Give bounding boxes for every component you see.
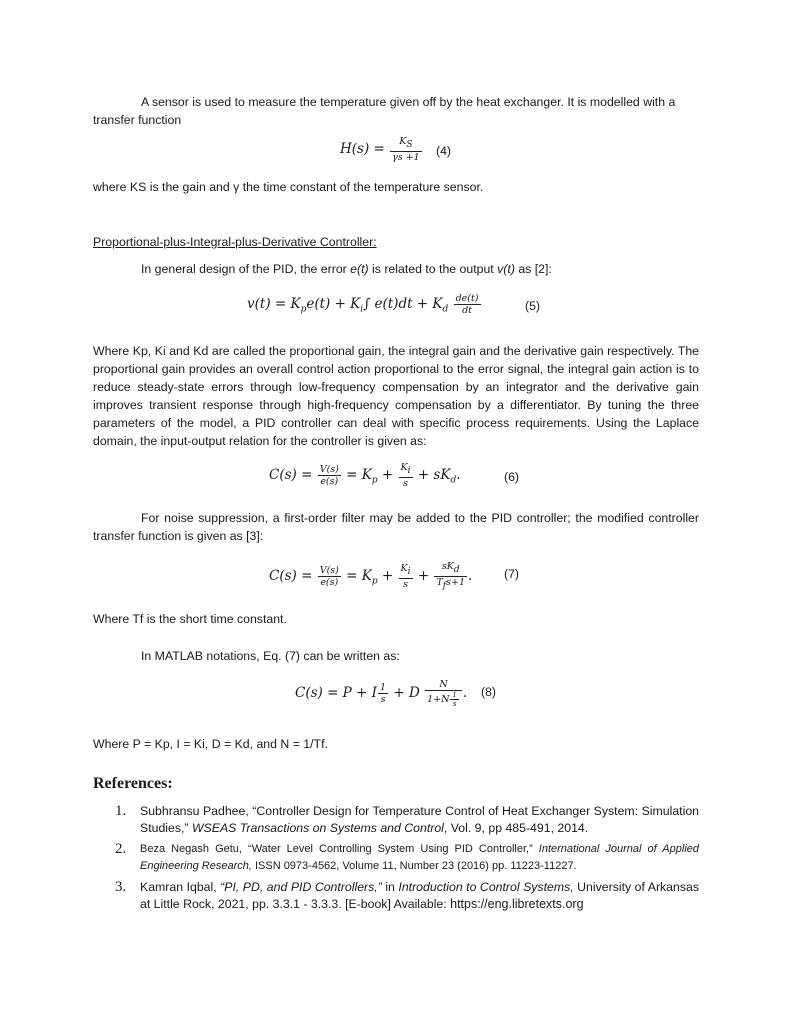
pid-intro-paragraph: In general design of the PID, the error e(t) is related to the output v(t) as [2]:: [141, 262, 552, 276]
section-title: Proportional-plus-Integral-plus-Derivative Controller:: [93, 235, 377, 249]
equation-7-number: (7): [504, 567, 520, 581]
references-list: [93, 803, 699, 917]
references-heading: References:: [93, 775, 173, 792]
equation-5-number: (5): [525, 299, 541, 313]
equation-5: $v(t) = K_pe(t) + K_i\int$ $e(t)dt + K_d$ $\frac{de(t)}{dt}$: [247, 293, 479, 316]
noise-suppression-paragraph: For noise suppression, a first-order filter may be added to the PID controller; the modified controller transfer function is given as [3]:: [93, 511, 699, 543]
equation-7: C(s) = $\frac{V(s)}{e(s)}$ = $K_p$ + $\frac{K_i}{s}$ + $\frac{sK_d}{T_fs+1}$ .: [269, 561, 473, 591]
equation-8-number: (8): [481, 685, 497, 699]
reference-item: 2. Beza Negash Getu, “Water Level Controlling System Using PID Controller,” International Journal of Applied Engineering Research, ISSN 0973-4562, Volume 11, Number 23 (2016) pp. 11223-11227.: [115, 841, 700, 872]
sensor-gain-paragraph: where KS is the gain and γ the time constant of the temperature sensor.: [93, 180, 484, 194]
gains-paragraph: Where Kp, Ki and Kd are called the proportional gain, the integral gain and the derivative gain respectively. The proportional gain provides an overall control action proportional to the error signal, the integral gain action is to reduce steady-state errors through low-frequency compensation by an integrator and the derivative gain improves transient response through high-frequency compensation by a differentiator. By tuning the three parameters of the model, a PID controller can deal with specific process requirements. Using the Laplace domain, the input-output relation for the controller is given as:: [93, 344, 699, 448]
reference-link[interactable]: https://eng.libretexts.org: [450, 897, 584, 911]
reference-item: 3. Kamran Iqbal, “PI, PD, and PID Controllers,” in Introduction to Control Systems, University of Arkansas at Little Rock, 2021, pp. 3.3.1 - 3.3.3. [E-book] Available: https://eng.libretexts.org: [115, 879, 699, 911]
equation-4-number: (4): [436, 144, 452, 158]
reference-item: 1. Subhransu Padhee, “Controller Design for Temperature Control of Heat Exchanger System: Simulation Studies,” WSEAS Transactions on Systems and Control, Vol. 9, pp 485-491, 2014.: [115, 803, 699, 835]
equation-8: C(s) = P + I $\frac{1}{s}$ + D N 1+N $\frac{1}{s}$ .: [295, 679, 468, 708]
equation-4: H(s) = $\frac{K_S}{\gamma s +1}$: [340, 136, 420, 163]
intro-paragraph: A sensor is used to measure the temperature given off by the heat exchanger. It is modelled with a transfer function: [93, 95, 676, 127]
matlab-mapping-paragraph: Where P = Kp, I = Ki, D = Kd, and N = 1/Tf.: [93, 737, 328, 751]
equation-6-number: (6): [504, 470, 520, 484]
equation-6: C(s) = $\frac{V(s)}{e(s)}$ = $K_p$ + $\frac{K_i}{s}$ + $sK_d$.: [269, 462, 461, 489]
matlab-paragraph: In MATLAB notations, Eq. (7) can be written as:: [141, 649, 400, 663]
time-constant-paragraph: Where Tf is the short time constant.: [93, 612, 287, 626]
